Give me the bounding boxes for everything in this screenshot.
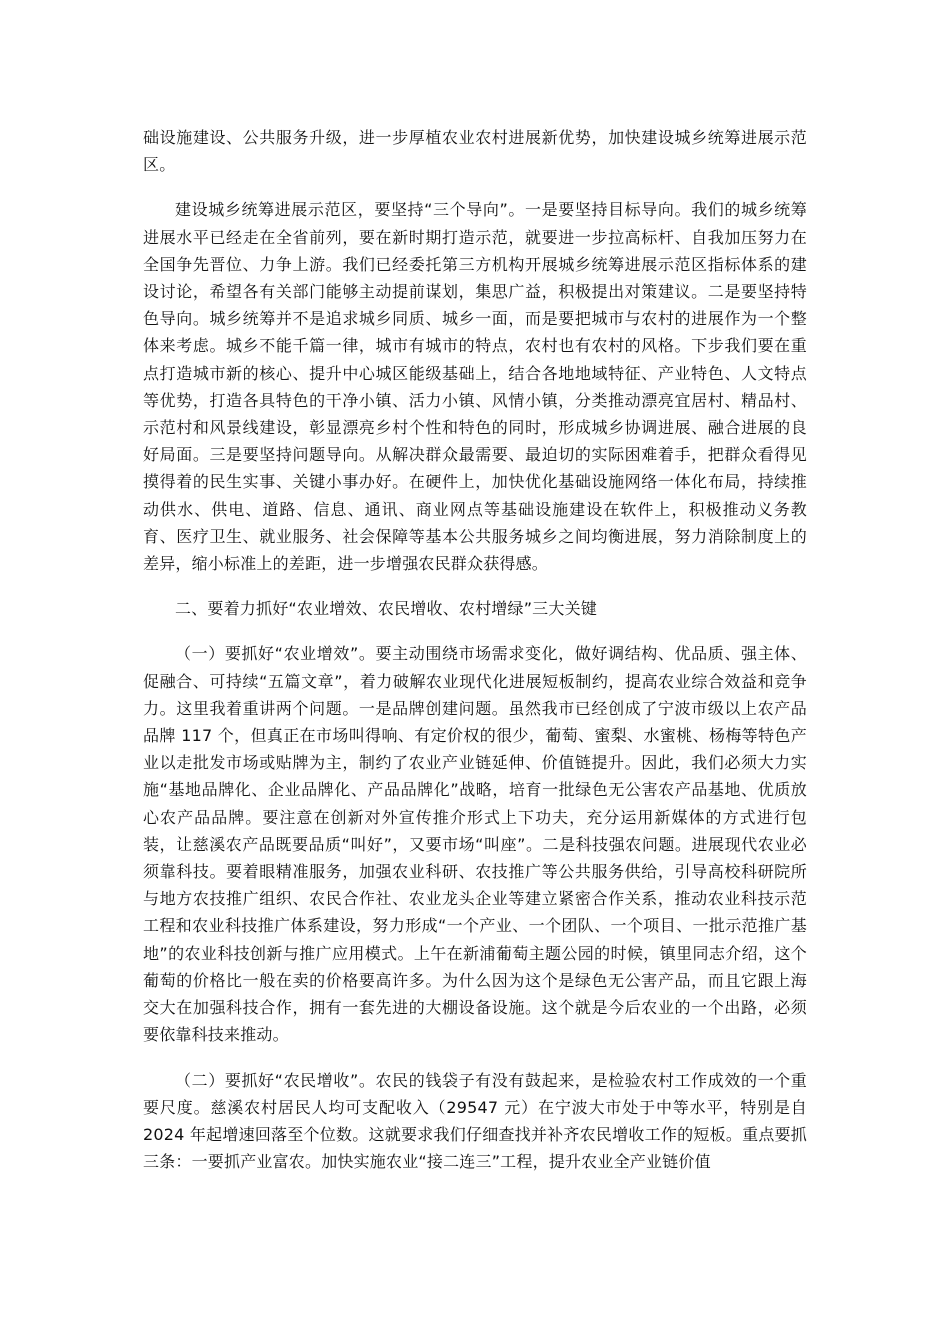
paragraph-agriculture-efficiency: （一）要抓好“农业增效”。要主动围绕市场需求变化，做好调结构、优品质、强主体、促融合、可持续“五篇文章”，着力破解农业现代化进展短板制约，提高农业综合效益和竞争力。这里我着重讲两个问题。一是品牌创建问题。虽然我市已经创成了宁波市级以上农产品品牌 117 个，但真正在市场叫得响、有定价权的很少，葡萄、蜜梨、水蜜桃、杨梅等特色产业以走批发市场或贴牌为主，制约了农业产业链延伸、价值链提升。因此，我们必须大力实施“基地品牌化、企业品牌化、产品品牌化”战略，培育一批绿色无公害农产品基地、优质放心农产品品牌。要注意在创新对外宣传推介形式上下功夫，充分运用新媒体的方式进行包装，让慈溪农产品既要品质“叫好”，又要市场“叫座”。二是科技强农问题。进展现代农业必须靠科技。要着眼精准服务，加强农业科研、农技推广等公共服务供给，引导高校科研院所与地方农技推广组织、农民合作社、农业龙头企业等建立紧密合作关系，推动农业科技示范工程和农业科技推广体系建设，努力形成“一个产业、一个团队、一个项目、一批示范推广基地”的农业科技创新与推广应用模式。上午在新浦葡萄主题公园的时候，镇里同志介绍，这个葡萄的价格比一般在卖的价格要高许多。为什么因为这个是绿色无公害产品，而且它跟上海交大在加强科技合作，拥有一套先进的大棚设备设施。这个就是今后农业的一个出路，必须要依靠科技来推动。	[143, 644, 807, 1045]
paragraph-continuation: 础设施建设、公共服务升级，进一步厚植农业农村进展新优势，加快建设城乡统筹进展示范区。	[143, 128, 807, 175]
paragraph-farmer-income: （二）要抓好“农民增收”。农民的钱袋子有没有鼓起来，是检验农村工作成效的一个重要尺度。慈溪农村居民人均可支配收入（29547 元）在宁波大市处于中等水平，特别是自 2024 年起增速回落至个位数。这就要求我们仔细查找并补齐农民增收工作的短板。重点要抓三条：一要抓产业富农。加快实施农业“接二连三”工程，提升农业全产业链价值	[143, 1070, 807, 1172]
section-heading-two: 二、要着力抓好“农业增效、农民增收、农村增绿”三大关键	[175, 599, 597, 619]
paragraph-three-orientations: 建设城乡统筹进展示范区，要坚持“三个导向”。一是要坚持目标导向。我们的城乡统筹进展水平已经走在全省前列，要在新时期打造示范，就要进一步拉高标杆、自我加压努力在全国争先晋位、力争上游。我们已经委托第三方机构开展城乡统筹进展示范区指标体系的建设讨论，希望各有关部门能够主动提前谋划，集思广益，积极提出对策建议。二是要坚持特色导向。城乡统筹并不是追求城乡同质、城乡一面，而是要把城市与农村的进展作为一个整体来考虑。城乡不能千篇一律，城市有城市的特点，农村也有农村的风格。下步我们要在重点打造城市新的核心、提升中心城区能级基础上，结合各地地域特征、产业特色、人文特点等优势，打造各具特色的干净小镇、活力小镇、风情小镇，分类推动漂亮宜居村、精品村、示范村和风景线建设，彰显漂亮乡村个性和特色的同时，形成城乡协调进展、融合进展的良好局面。三是要坚持问题导向。从解决群众最需要、最迫切的实际困难着手，把群众看得见摸得着的民生实事、关键小事办好。在硬件上，加快优化基础设施网络一体化布局，持续推动供水、供电、道路、信息、通讯、商业网点等基础设施建设在软件上，积极推动义务教育、医疗卫生、就业服务、社会保障等基本公共服务城乡之间均衡进展，努力消除制度上的差异，缩小标准上的差距，进一步增强农民群众获得感。	[143, 200, 807, 574]
